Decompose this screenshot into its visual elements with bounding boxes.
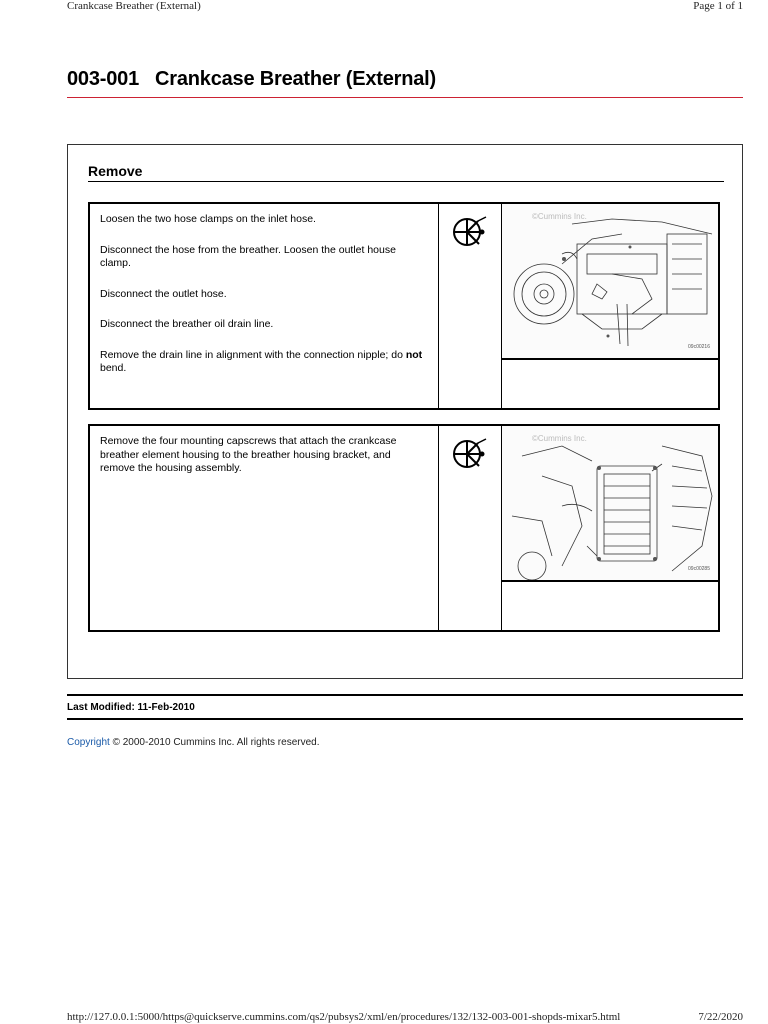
tool-icon-cell (439, 204, 502, 408)
copyright-notice (67, 737, 320, 748)
footer-divider (67, 718, 743, 720)
step-illustration (502, 204, 718, 360)
page-title (67, 68, 436, 91)
print-footer-date: 7/22/2020 (698, 1011, 743, 1023)
instruction-text: Loosen the two hose clamps on the inlet hose. (100, 213, 316, 225)
instruction-text: Disconnect the breather oil drain line. (100, 318, 274, 330)
wrench-tool-icon (452, 215, 488, 251)
procedure-number: 003-001 (67, 68, 139, 90)
print-header-title: Crankcase Breather (External) (67, 0, 201, 12)
section-heading: Remove (88, 163, 143, 179)
instruction-text: Disconnect the hose from the breather. Loosen the outlet house clamp. (100, 243, 396, 269)
wrench-tool-icon (452, 437, 488, 473)
print-header-page: Page 1 of 1 (693, 0, 743, 12)
engine-illustration (502, 426, 718, 582)
figure-id: 09c00216 (688, 344, 710, 350)
title-divider (67, 97, 743, 98)
illustration-watermark: ©Cummins Inc. (532, 434, 587, 443)
procedure-step (88, 202, 720, 410)
footer-divider (67, 694, 743, 696)
instruction-text: Remove the four mounting capscrews that attach the crankcase breather element housing to the breather housing bracket, and remove the housing assembly. (100, 435, 397, 474)
step-instructions (90, 426, 439, 630)
instruction-text: Disconnect the outlet hose. (100, 287, 227, 300)
emphasis-text: not (405, 348, 423, 361)
illustration-watermark: ©Cummins Inc. (532, 212, 587, 221)
instruction-text-part: Remove the drain line in alignment with the connection nipple; do (100, 348, 406, 361)
copyright-text: © 2000-2010 Cummins Inc. All rights reserved. (109, 737, 320, 748)
procedure-title: Crankcase Breather (External) (155, 68, 436, 90)
procedure-step (88, 424, 720, 632)
instruction-text-part: bend. (100, 362, 127, 374)
empty-cell (502, 582, 718, 630)
step-illustration (502, 426, 718, 582)
copyright-link[interactable]: Copyright (67, 737, 110, 748)
print-footer-url: http://127.0.0.1:5000/https@quickserve.cummins.com/qs2/pubsys2/xml/en/procedures/132/132-003-001-shopds-mixar5.html (67, 1011, 621, 1023)
section-divider (88, 181, 724, 182)
tool-icon-cell (439, 426, 502, 630)
empty-cell (502, 360, 718, 408)
engine-illustration (502, 204, 718, 360)
instruction-text (100, 349, 428, 376)
step-instructions (90, 204, 439, 408)
figure-id: 09c00285 (688, 566, 710, 572)
last-modified: Last Modified: 11-Feb-2010 (67, 702, 195, 713)
